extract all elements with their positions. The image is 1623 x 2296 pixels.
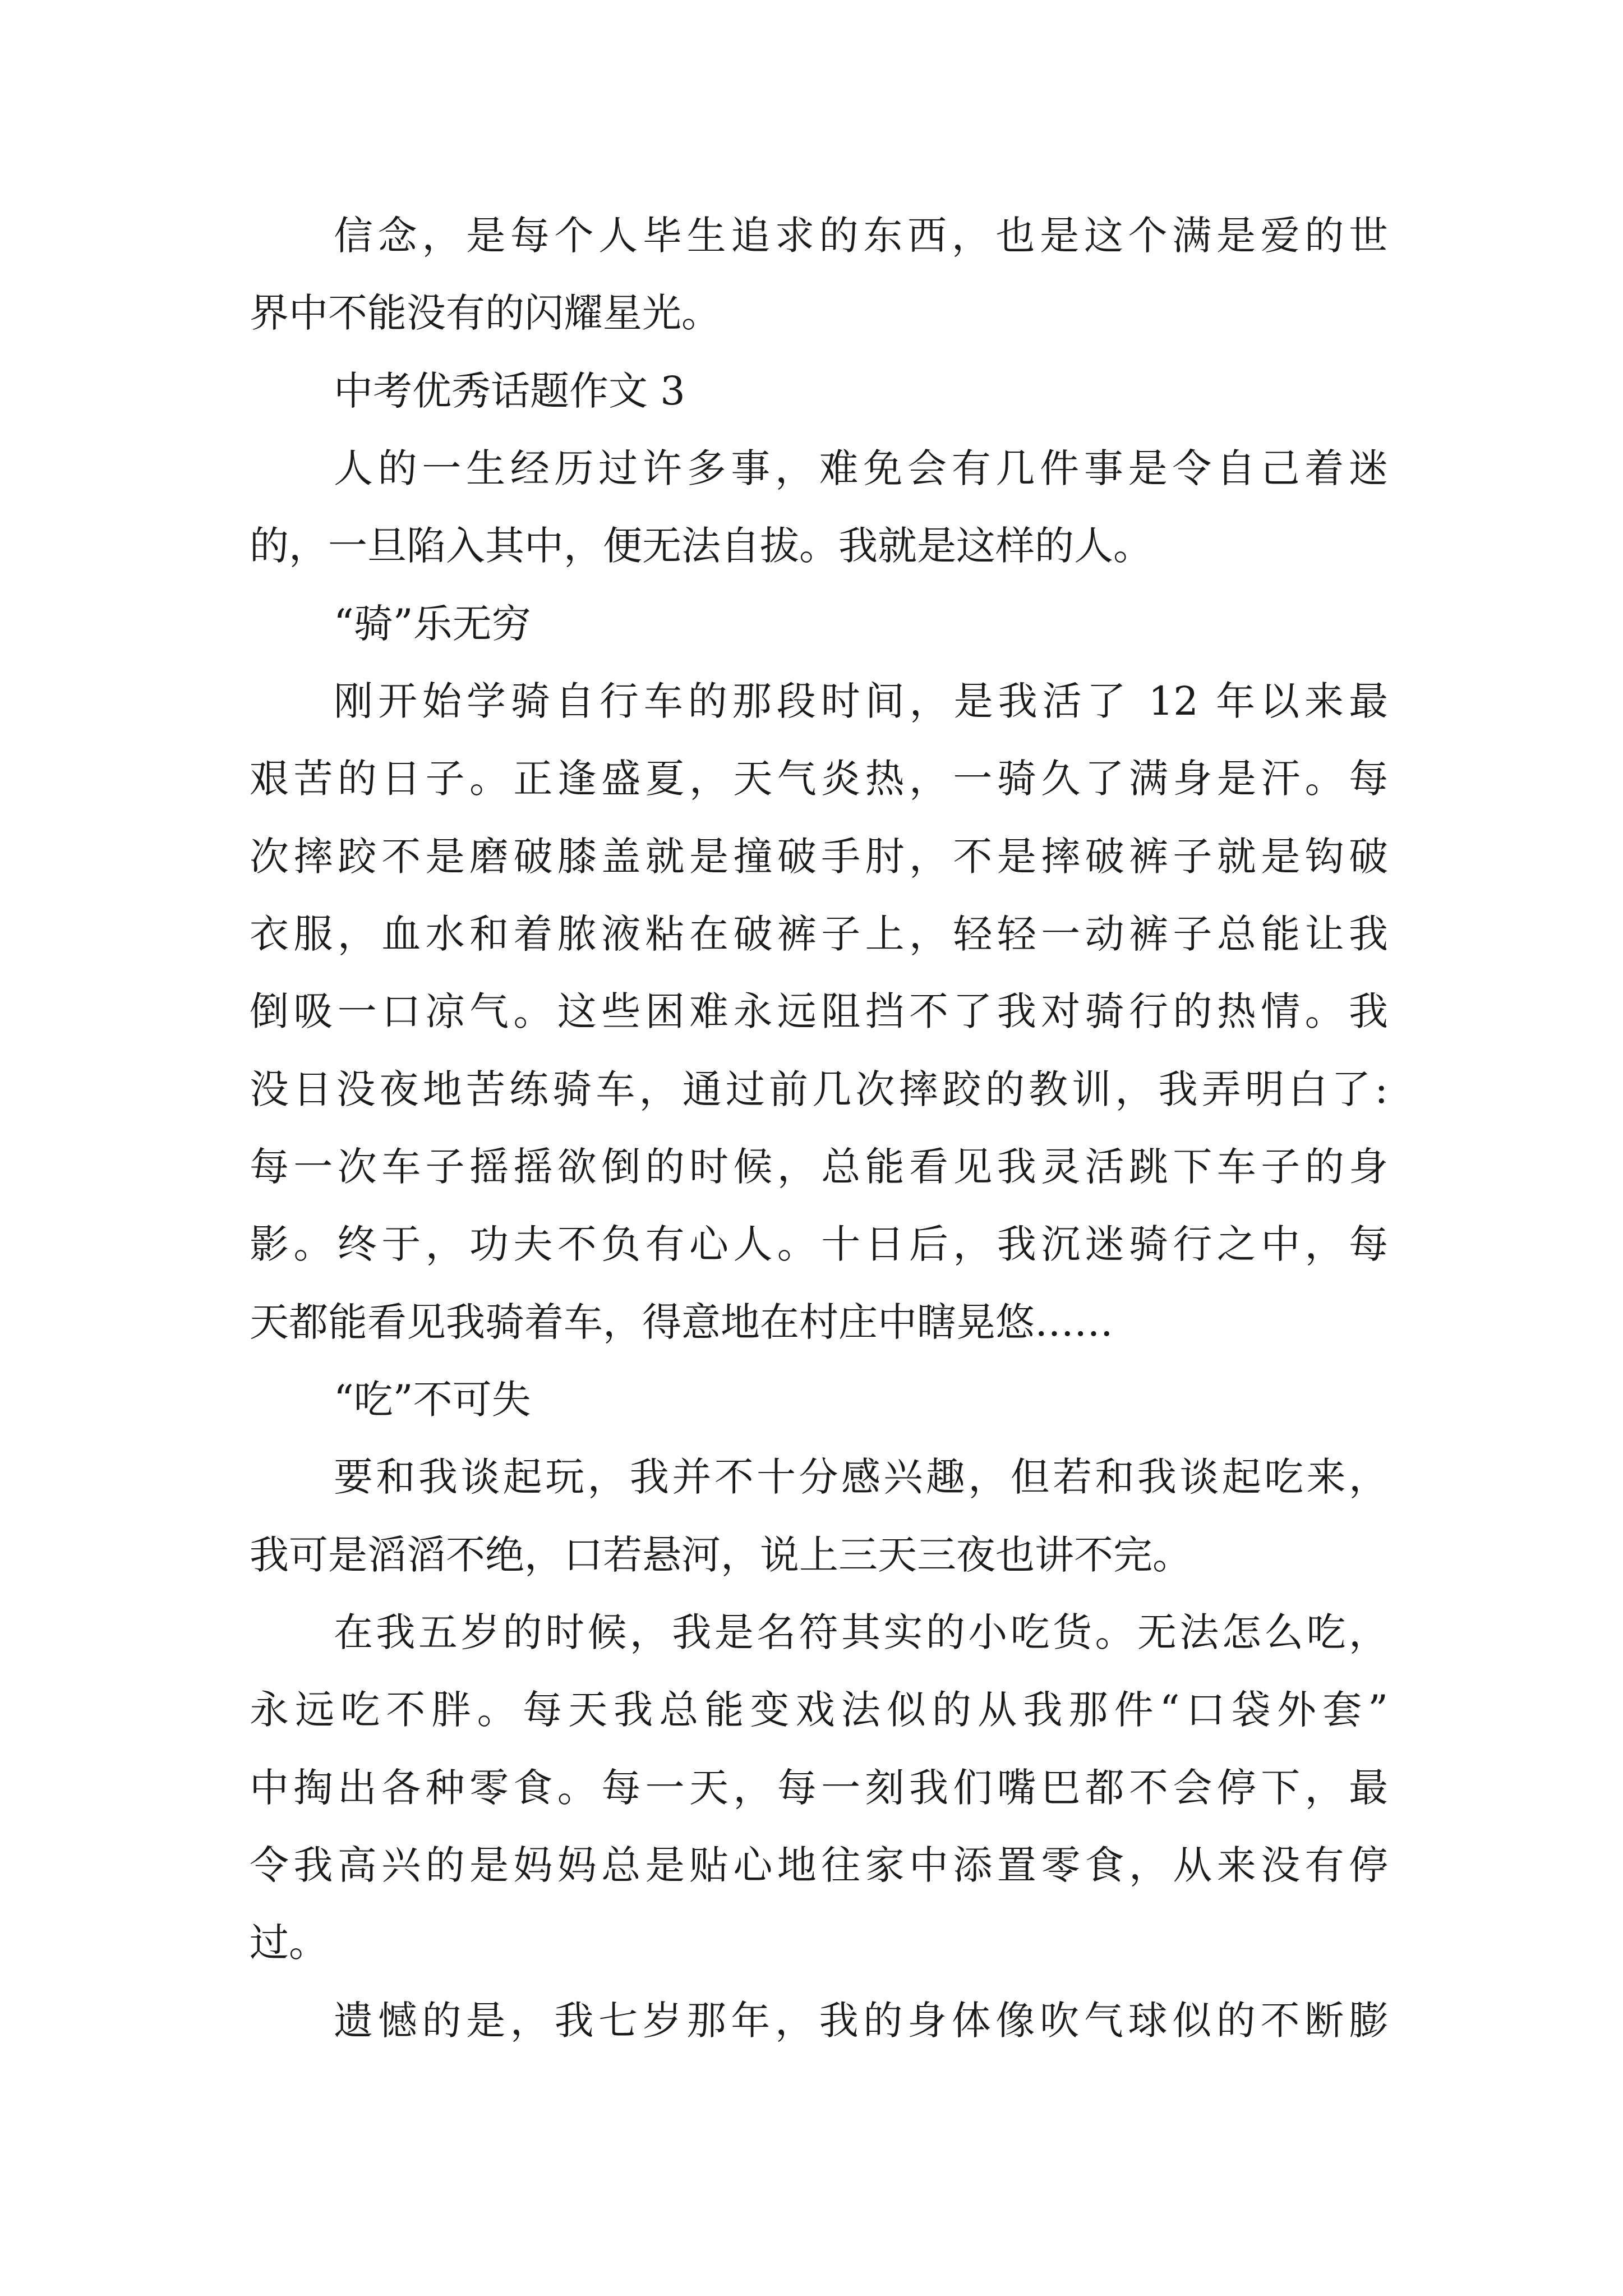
paragraph-line: 永远吃不胖。每天我总能变戏法似的从我那件“口袋外套” (250, 1687, 1388, 1733)
paragraph-line: 我可是滔滔不绝，口若悬河，说上三天三夜也讲不完。 (250, 1532, 1192, 1578)
paragraph-line: 艰苦的日子。正逢盛夏，天气炎热，一骑久了满身是汗。每 (250, 756, 1388, 802)
paragraph-line: 遗憾的是，我七岁那年，我的身体像吹气球似的不断膨 (334, 1998, 1388, 2044)
paragraph-line: 过。 (250, 1920, 328, 1966)
subheading: “骑”乐无穷 (334, 601, 531, 647)
paragraph-line: 次摔跤不是磨破膝盖就是撞破手肘，不是摔破裤子就是钩破 (250, 834, 1388, 880)
paragraph-line: 刚开始学骑自行车的那段时间，是我活了 12 年以来最 (334, 678, 1388, 724)
paragraph-line: 影。终于，功夫不负有心人。十日后，我沉迷骑行之中，每 (250, 1221, 1388, 1267)
section-title: 中考优秀话题作文 3 (334, 368, 685, 414)
paragraph-line: 每一次车子摇摇欲倒的时候，总能看见我灵活跳下车子的身 (250, 1144, 1388, 1190)
paragraph-line: 衣服，血水和着脓液粘在破裤子上，轻轻一动裤子总能让我 (250, 911, 1388, 957)
paragraph-line: 令我高兴的是妈妈总是贴心地往家中添置零食，从来没有停 (250, 1842, 1388, 1888)
paragraph-line: 要和我谈起玩，我并不十分感兴趣，但若和我谈起吃来， (334, 1454, 1388, 1500)
paragraph-line: 界中不能没有的闪耀星光。 (250, 290, 721, 336)
paragraph-line: 倒吸一口凉气。这些困难永远阻挡不了我对骑行的热情。我 (250, 988, 1388, 1034)
paragraph-line: 中掏出各种零食。每一天，每一刻我们嘴巴都不会停下，最 (250, 1765, 1388, 1811)
paragraph-line: 信念，是每个人毕生追求的东西，也是这个满是爱的世 (334, 213, 1388, 259)
paragraph-line: 在我五岁的时候，我是名符其实的小吃货。无法怎么吃， (334, 1609, 1388, 1655)
paragraph-line: 的，一旦陷入其中，便无法自拔。我就是这样的人。 (250, 523, 1152, 569)
subheading: “吃”不可失 (334, 1377, 531, 1423)
paragraph-line: 人的一生经历过许多事，难免会有几件事是令自己着迷 (334, 445, 1388, 491)
paragraph-line: 天都能看见我骑着车，得意地在村庄中瞎晃悠…… (250, 1299, 1113, 1345)
paragraph-line: 没日没夜地苦练骑车，通过前几次摔跤的教训，我弄明白了: (250, 1066, 1388, 1112)
